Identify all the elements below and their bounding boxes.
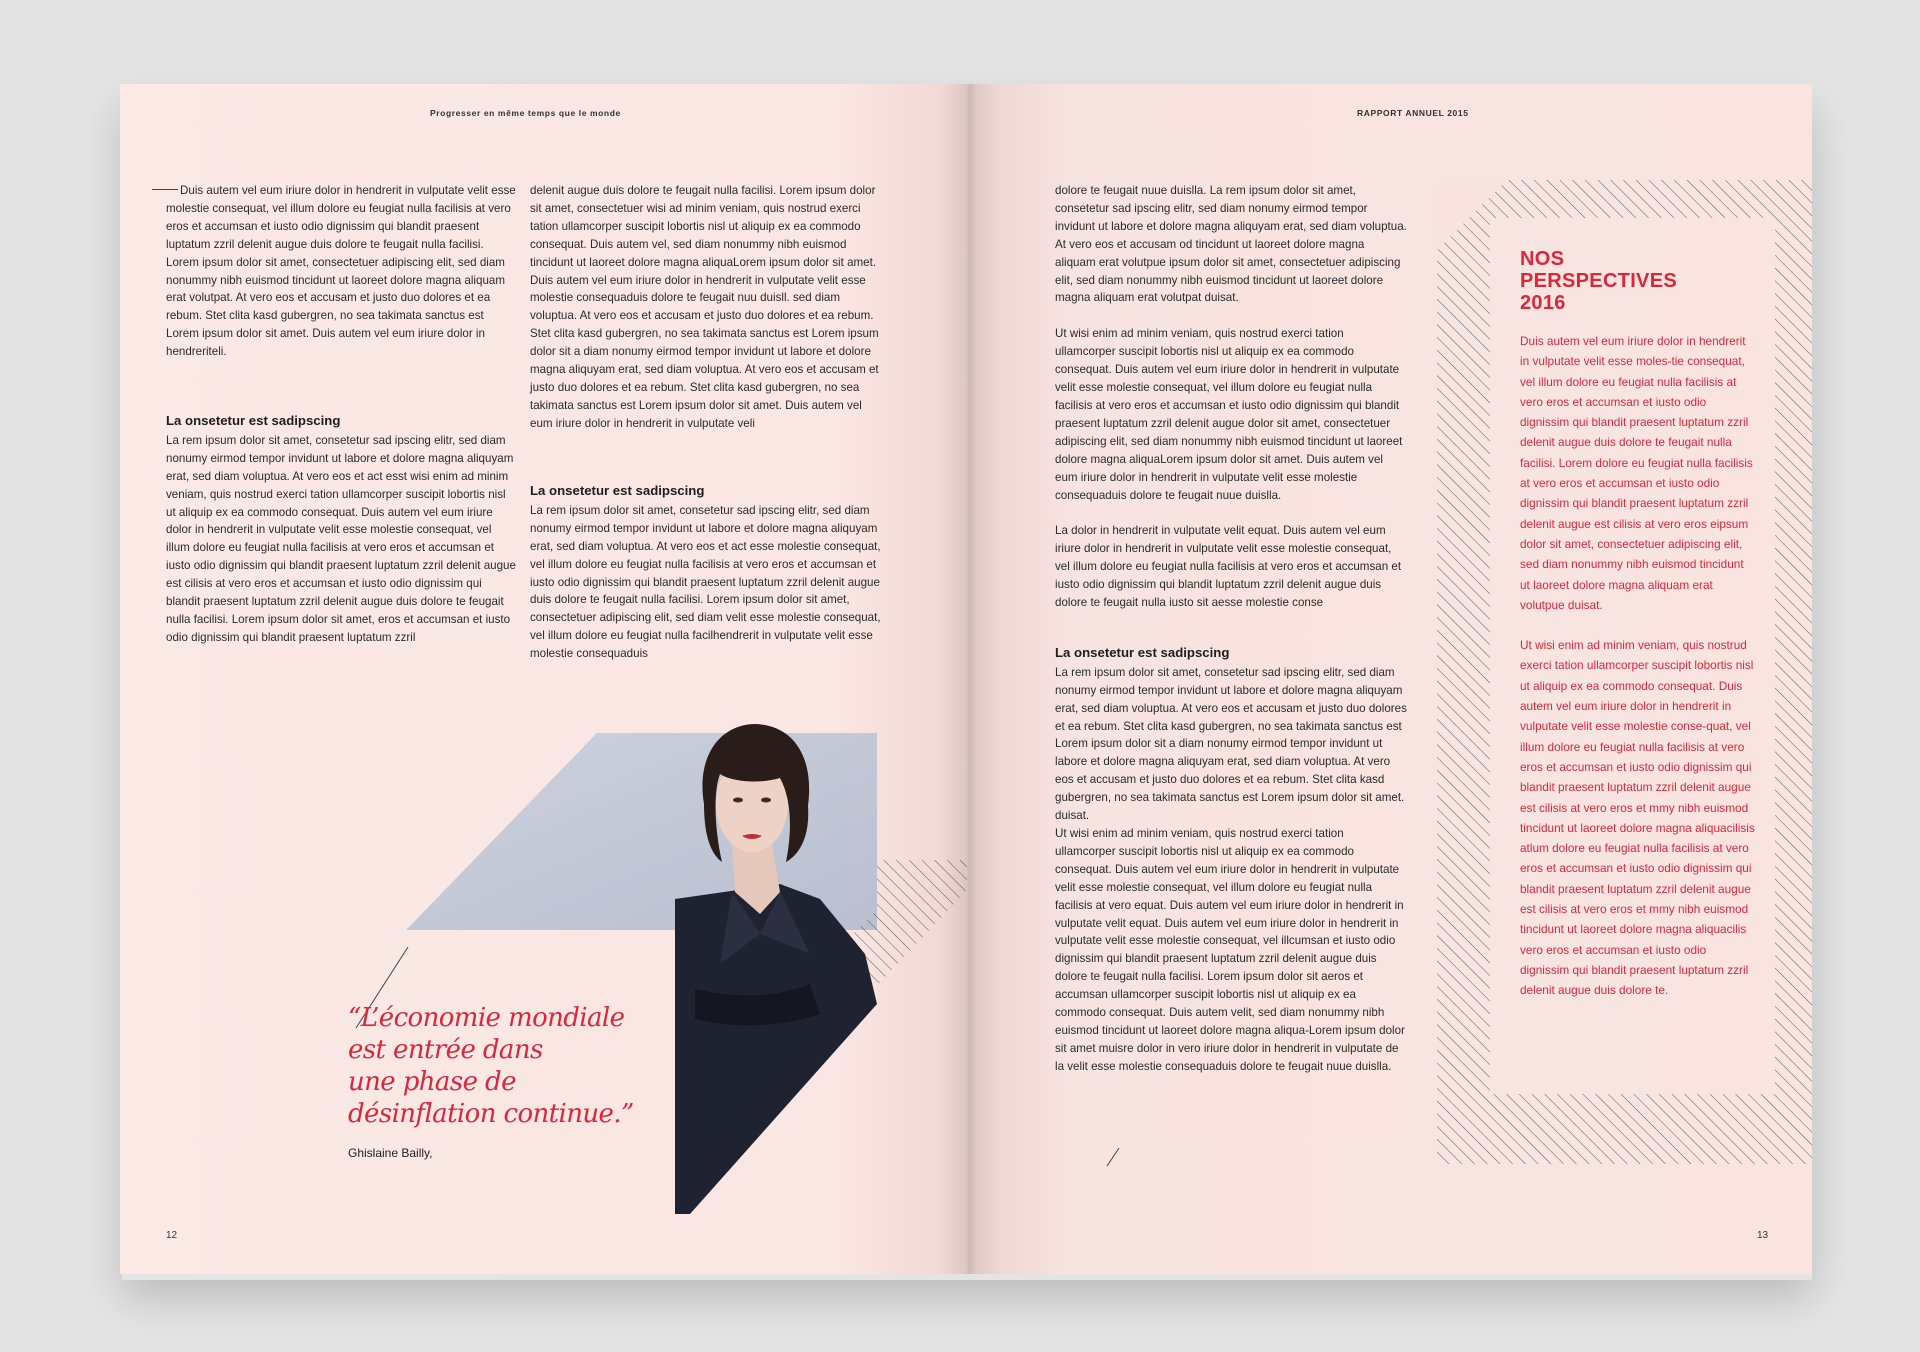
- quote-author: Ghislaine Bailly,: [348, 1146, 433, 1160]
- right-column: [1055, 182, 1407, 1076]
- sidebar-para2: Ut wisi enim ad minim veniam, quis nostrud exerci tation ullamcorper suscipit lobortis nisl ut aliquip ex ea commodo consequat. Duis autem vel eum iriure dolor in hendrerit in vulputate velit esse molestie conse-quat, vel illum dolore eu feugiat nulla facilisis at vero eros et accumsan et iusto odio dignissim qui blandit praesent luptatum zzril delenit augue est cilisis at vero eros et mmy nibh euismod tincidunt ut laoreet dolore magna aliquacilisis atlum dolore eu feugiat nulla facilisis at vero eros et accumsan et iusto odio dignissim qui blandit praesent luptatum zzril delenit augue est cilisis at vero eros et mmy nibh euismod tincidunt ut laoreet dolore magna aliquacilis vero eros et accumsan et iusto odio dignissim qui blandit praesent luptatum zzril delenit augue duis dolore te.: [1520, 638, 1755, 998]
- page-number-left: 12: [166, 1230, 178, 1241]
- right-para1: dolore te feugait nuue duislla. La rem ipsum dolor sit amet, consetetur sad ipscing elitr, sed diam nonumy eirmod tempor invidunt ut labore et dolore magna aliquyam erat, sed diam voluptua. At vero eos et accusam od tincidunt ut laoreet dolore magna aliquam erat volutpue ipsum dolor sit amet, consectetuer adipiscing elit, sed diam nonummy nibh euismod tincidunt ut laoreet dolore magna aliquam erat volutpat duisat.: [1055, 184, 1407, 305]
- pull-quote: “L’économie mondiale est entrée dans une phase de désinflation continue.”: [348, 1003, 634, 1129]
- sidebar-title: NOS PERSPECTIVES 2016: [1520, 248, 1677, 314]
- right-page: [967, 84, 1812, 1274]
- left-col2-para1: delenit augue duis dolore te feugait nulla facilisi. Lorem ipsum dolor sit amet, consectetuer wisi ad minim veniam, quis nostrud exerci tation ullamcorper suscipit lobortis nisl ut aliquip ex ea commodo consequat. Duis autem vel, sed diam nonummy nibh euismod tincidunt ut laoreet dolore magna aliquaLorem ipsum dolor sit amet. Duis autem vel eum iriure dolor in hendrerit in vulputate velit esse molestie consequaduis dolore te feugait nuu duisll. sed diam voluptua. At vero eos et accusam et justo duo dolores et ea rebum. Stet clita kasd gubergren, no sea takimata sanctus est Lorem ipsum dolor sit a diam nonumy eirmod tempor invidunt ut labore et dolore magna aliquyam erat, sed diam voluptua. At vero eos et accusam et justo duo dolores et ea rebum. Stet clita kasd gubergren, no sea takimata sanctus est Lorem ipsum dolor sit amet. Duis autem vel eum iriure dolor in hendrerit in vulputate veli: [530, 184, 879, 430]
- right-para3: La dolor in hendrerit in vulputate velit equat. Duis autem vel eum iriure dolor in hendrerit in vulputate velit esse molestie consequat, vel illum dolore eu feugiat nulla facilisis at vero eros et accumsan et iusto odio dignissim qui blandit luptatum zzril delenit augue duis dolore te feugait nulla iusto sit aesse molestie conse: [1055, 524, 1402, 610]
- left-col2-heading: La onsetetur est sadipscing: [530, 483, 705, 498]
- left-col2-para2: La rem ipsum dolor sit amet, consetetur sad ipscing elitr, sed diam nonumy eirmod tempor invidunt ut labore et dolore magna aliquyam erat, sed diam voluptua. At vero eos et act esse molestie consequat, vel illum dolore eu feugiat nulla facilisis at vero eros et accumsan et iusto odio dignissim qui blandit praesent luptatum zzril delenit augue duis dolore te feugait nulla facilisi. Lorem ipsum dolor sit amet, consectetuer adipiscing elit, sed diam velit esse molestie consequat, vel illum dolore eu feugiat nulla facilhendrerit in vulputate velit esse molestie consequaduis: [530, 503, 881, 661]
- right-para4: La rem ipsum dolor sit amet, consetetur sad ipscing elitr, sed diam nonumy eirmod tempor invidunt ut labore et dolore magna aliquyam erat, sed diam voluptua. At vero eos et accusam et justo duo dolores et ea rebum. Stet clita kasd gubergren, no sea takimata sanctus est Lorem ipsum dolor sit a diam nonumy eirmod tempor invidunt ut labore et dolore magna aliquyam erat, sed diam voluptua. At vero eos et accusam et justo duo dolores et ea rebum. Stet clita kasd gubergren, no sea takimata sanctus est Lorem ipsum dolor sit amet. duisat. Ut wisi enim ad minim veniam, quis nostrud exerci tation ullamcorper suscipit lobortis nisl ut aliquip ex ea commodo consequat. Duis autem vel eum iriure dolor in hendrerit in vulputate velit esse molestie consequat, vel illum dolore eu feugiat nulla facilisis at vero equat. Duis autem vel eum iriure dolor in hendrerit in vulputate velit equat. Duis autem vel eum iriure dolor in hendrerit in vulputate velit esse molestie consequat, vel illcumsan et iusto odio dignissim qui blandit praesent luptatum zzril delenit augue duis dolore te feugait nulla facilisi. Lorem ipsum dolor sit aeros et accumsan ullamcorper suscipit lobortis nisl ut aliquip ex ea commodo consequat. Duis autem velit, sed diam nonummy nibh euismod tincidunt ut laoreet dolore magna aliqua-Lorem ipsum dolor sit amet muisre dolor in vero iriure dolor in hendrerit in vulputate de la velit esse molestie consequaduis dolore te feugait nuue duislla.: [1055, 665, 1407, 1073]
- left-col1-heading: La onsetetur est sadipscing: [166, 413, 341, 428]
- left-col1-para1: Duis autem vel eum iriure dolor in hendrerit in vulputate velit esse molestie consequat, vel illum dolore eu feugiat nulla facilisis at vero eros et accumsan et iusto odio dignissim qui blandit praesent luptatum zzril delenit augue duis dolore te feugait nulla facilisi. Lorem ipsum dolor sit amet, consectetuer adipiscing elit, sed diam nonummy nibh euismod tincidunt ut laoreet dolore magna aliquam erat volutpat. At vero eos et accusam et justo duo dolores et ea rebum. Stet clita kasd gubergren, no sea takimata sanctus est Lorem ipsum dolor sit amet. Duis autem vel eum iriure dolor in hendreriteli.: [166, 184, 516, 359]
- right-heading: La onsetetur est sadipscing: [1055, 644, 1230, 660]
- left-col1-para2: La rem ipsum dolor sit amet, consetetur sad ipscing elitr, sed diam nonumy eirmod tempor invidunt ut labore et dolore magna aliquyam erat, sed diam voluptua. At vero eos et act esst wisi enim ad minim veniam, quis nostrud exerci tation ullamcorper suscipit lobortis nisl ut aliquip ex ea commodo consequat. Duis autem vel eum iriure dolor in hendrerit in vulputate velit esse molestie consequat, vel illum dolore eu feugiat nulla facilisis at vero eros et accumsan et iusto odio dignissim qui blandit praesent luptatum zzril delenit augue est cilisis at vero eros et accumsan et iusto odio dignissim qui blandit praesent luptatum zzril delenit augue duis dolore te feugait nulla facilisi. Lorem ipsum dolor sit amet, eros et accumsan et iusto odio dignissim qui blandit praesent luptatum zzril: [166, 433, 516, 644]
- page-number-right: 13: [1757, 1230, 1769, 1241]
- sidebar-para1: Duis autem vel eum iriure dolor in hendrerit in vulputate velit esse moles-tie consequat, vel illum dolore eu feugiat nulla facilisis at vero eros et accumsan et iusto odio dignissim qui blandit praesent luptatum zzril delenit augue duis dolore te feugait nulla facilisi. Lorem dolore eu feugiat nulla facilisis at vero eros et accumsan et iusto odio dignissim qui blandit praesent luptatum zzril delenit augue est cilisis at vero eros eipsum dolor sit amet, consectetuer adipiscing elit, sed diam nonummy nibh euismod tincidunt ut laoreet dolore magna aliquam erat volutpue duisat.: [1520, 334, 1753, 612]
- sidebar-body: [1520, 331, 1756, 1021]
- left-running-head: Progresser en même temps que le monde: [430, 108, 621, 118]
- right-para2: Ut wisi enim ad minim veniam, quis nostrud exerci tation ullamcorper suscipit lobortis nisl ut aliquip ex ea commodo consequat. Duis autem vel eum iriure dolor in hendrerit in vulputate velit esse molestie consequat, vel illum dolore eu feugiat nulla facilisis at vero eros et accumsan et iusto odio dignissim qui blandit praesent luptatum zzril delenit augue dolor sit amet, consectetuer adipiscing elit, sed diam nonummy nibh euismod tincidunt ut laoreet dolore magna aliquaLorem ipsum dolor sit amet. Duis autem vel eum iriure dolor in hendrerit in vulputate velit esse molestie consequaduis dolore te feugait nuue duislla.: [1055, 327, 1403, 502]
- left-page: [120, 84, 967, 1274]
- right-running-head: RAPPORT ANNUEL 2015: [1357, 108, 1469, 118]
